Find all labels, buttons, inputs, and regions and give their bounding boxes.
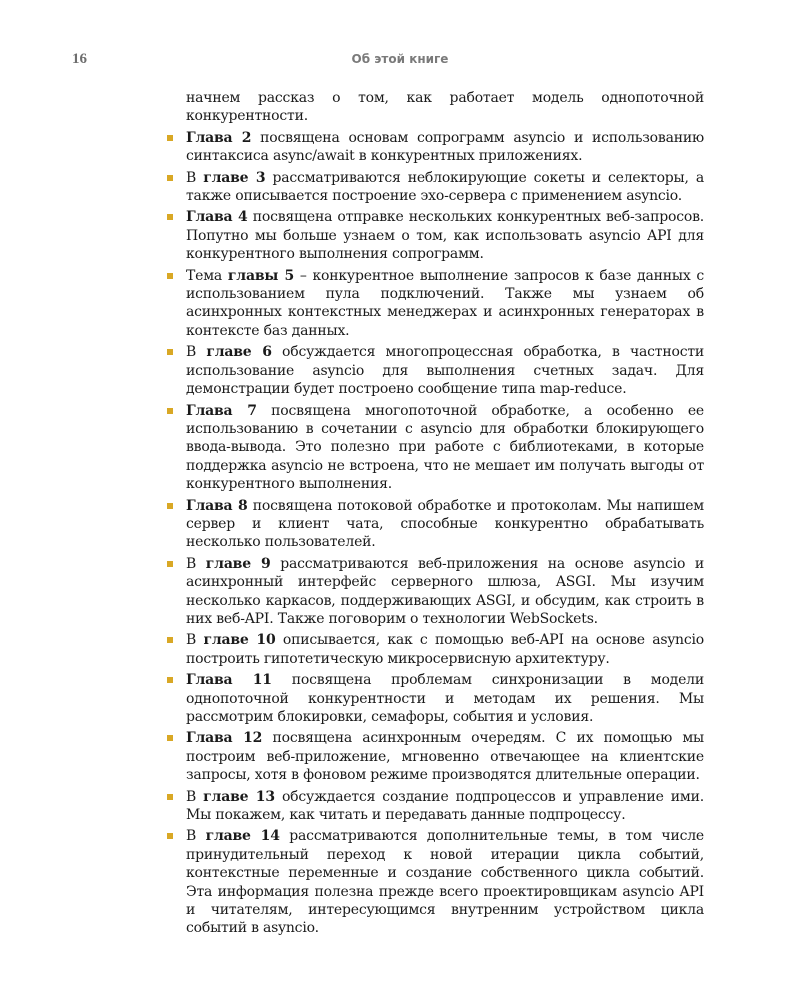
item-chapter-ref: Глава 11 bbox=[186, 672, 272, 689]
bullet-icon bbox=[167, 677, 173, 683]
running-head: Об этой книге bbox=[351, 52, 449, 66]
item-text: посвящена основам сопрограмм asyncio и использованию синтаксиса async/await в конкурентных приложениях. bbox=[186, 129, 704, 165]
list-item bbox=[164, 343, 704, 398]
item-chapter-ref: главе 9 bbox=[205, 555, 271, 572]
list-item bbox=[164, 788, 704, 825]
item-text: рассматриваются дополнительные темы, в том числе принудительный переход к новой итерации цикла событий, контекстные переменные и создание собственного цикла событий. Эта информация полезна прежде всего проектировщикам asyncio API и читателям, интересующимся внутренним устройством цикла событий в asyncio. bbox=[186, 828, 704, 937]
bullet-icon bbox=[167, 349, 173, 355]
bullet-icon bbox=[167, 135, 173, 141]
list-item bbox=[164, 267, 704, 341]
item-chapter-ref: главе 14 bbox=[205, 828, 280, 845]
item-text: рассматриваются веб-приложения на основе asyncio и асинхронный интерфейс серверного шлюза, ASGI. Мы изучим несколько каркасов, поддерживающих ASGI, и обсудим, как строить в них веб-API. Также поговорим о технологии WebSockets. bbox=[186, 555, 704, 627]
bullet-icon bbox=[167, 214, 173, 220]
item-text: – конкурентное выполнение запросов к базе данных с использованием пула подключений. Также мы узнаем об асинхронных контекстных менеджерах и асинхронных генераторах в контексте баз данных. bbox=[186, 267, 705, 339]
list-item bbox=[164, 729, 704, 784]
item-text: обсуждается многопроцессная обработка, в частности использование asyncio для выполнения счетных задач. Для демонстрации будет построено сообщение типа map-reduce. bbox=[186, 344, 705, 398]
item-text: обсуждается создание подпроцессов и управление ими. Мы покажем, как читать и передавать данные подпроцессу. bbox=[186, 788, 704, 824]
bullet-icon bbox=[167, 273, 173, 279]
item-chapter-ref: главе 13 bbox=[203, 788, 275, 805]
list-item bbox=[164, 631, 704, 668]
bullet-icon bbox=[167, 735, 173, 741]
item-chapter-ref: главе 3 bbox=[203, 169, 266, 186]
list-item bbox=[164, 402, 704, 494]
item-chapter-ref: главе 6 bbox=[206, 344, 272, 361]
list-item bbox=[164, 169, 704, 206]
intro-paragraph: начнем рассказ о том, как работает модель однопоточной конкурентности. bbox=[186, 90, 704, 125]
item-prefix: В bbox=[186, 788, 204, 805]
item-text: посвящена многопоточной обработке, а особенно ее использованию в сочетании с asyncio для обработки блокирующего ввода-вывода. Это полезно при работе с библиотеками, в которые поддержка asyncio не встроена, что не мешает им получать выгоды от конкурентного выполнения. bbox=[186, 402, 705, 493]
item-chapter-ref: Глава 8 bbox=[186, 497, 248, 514]
item-chapter-ref: Глава 12 bbox=[186, 730, 263, 747]
bullet-icon bbox=[167, 794, 173, 800]
page-number: 16 bbox=[72, 51, 87, 67]
page-body bbox=[164, 89, 704, 941]
list-item bbox=[164, 671, 704, 726]
item-prefix: В bbox=[186, 344, 207, 361]
item-chapter-ref: Глава 4 bbox=[186, 209, 248, 226]
item-prefix: Тема bbox=[186, 267, 228, 284]
item-prefix: В bbox=[186, 828, 206, 845]
list-item bbox=[164, 555, 704, 629]
item-text: посвящена отправке нескольких конкурентных веб-запросов. Попутно мы больше узнаем о том, как использовать asyncio API для конкурентного выполнения сопрограмм. bbox=[186, 209, 705, 263]
list-item bbox=[164, 497, 704, 552]
item-chapter-ref: Глава 7 bbox=[186, 402, 257, 419]
item-text: описывается, как с помощью веб-API на основе asyncio построить гипотетическую микросервисную архитектуру. bbox=[186, 632, 705, 667]
item-prefix: В bbox=[186, 169, 204, 186]
chapter-list bbox=[164, 129, 704, 938]
bullet-icon bbox=[167, 637, 173, 643]
list-item bbox=[164, 129, 704, 166]
list-item bbox=[164, 208, 704, 263]
item-prefix: В bbox=[186, 632, 204, 649]
item-prefix: В bbox=[186, 555, 206, 572]
bullet-icon bbox=[167, 833, 173, 839]
bullet-icon bbox=[167, 175, 173, 181]
bullet-icon bbox=[167, 408, 173, 414]
item-text: рассматриваются неблокирующие сокеты и селекторы, а также описывается построение эхо-сервера с применением asyncio. bbox=[186, 169, 704, 205]
bullet-icon bbox=[167, 503, 173, 509]
item-text: посвящена проблемам синхронизации в модели однопоточной конкурентности и методам их решения. Мы рассмотрим блокировки, семафоры, события и условия. bbox=[186, 672, 705, 725]
item-chapter-ref: главе 10 bbox=[203, 632, 276, 649]
item-chapter-ref: главы 5 bbox=[227, 267, 294, 284]
item-text: посвящена асинхронным очередям. С их помощью мы построим веб-приложение, мгновенно отвечающее на клиентские запросы, хотя в фоновом режиме производятся длительные операции. bbox=[186, 730, 704, 784]
item-chapter-ref: Глава 2 bbox=[186, 129, 252, 146]
list-item bbox=[164, 827, 704, 937]
item-text: посвящена потоковой обработке и протоколам. Мы напишем сервер и клиент чата, способные конкурентно обрабатывать несколько пользователей. bbox=[186, 497, 704, 551]
bullet-icon bbox=[167, 561, 173, 567]
